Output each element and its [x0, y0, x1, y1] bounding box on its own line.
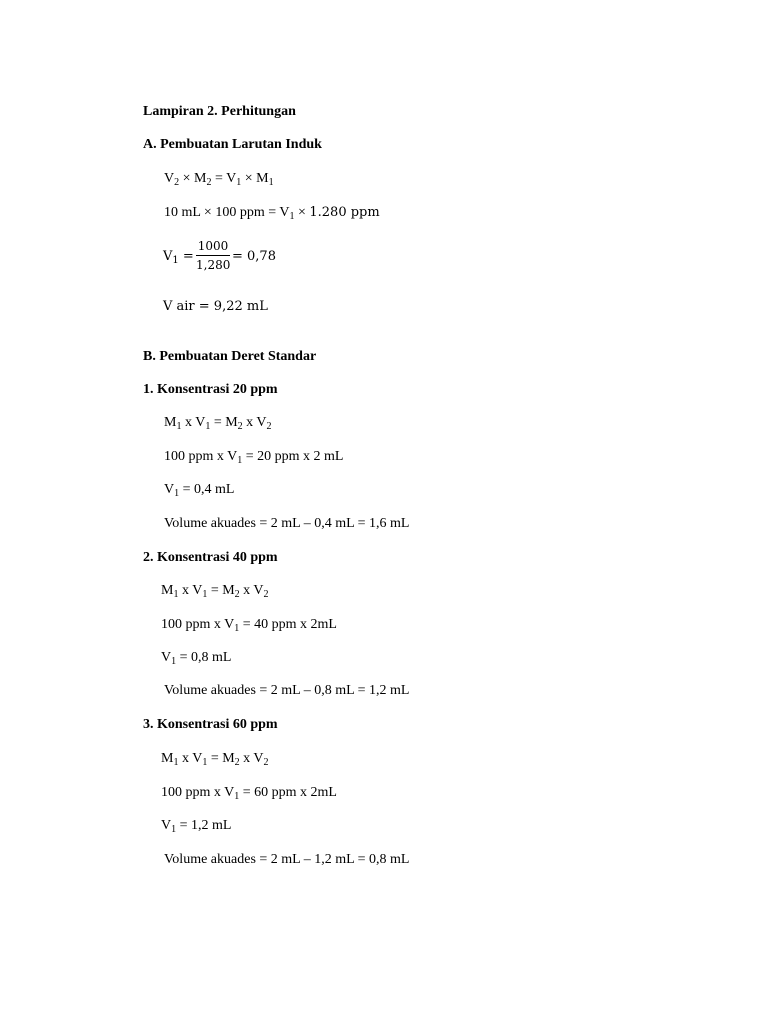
item-1-calc: 100 ppm x $V_1 = 20$ ppm x 2 mL: [164, 449, 344, 466]
section-b-title: B. Pembuatan Deret Standar: [143, 349, 317, 364]
equation-v1-rhs: = 0,78: [232, 249, 276, 264]
item-2-formula: $M_1$ x $V_1 = M_2$ x $V_2$: [161, 583, 269, 600]
item-1-result: $V_1 = 0,4$ mL: [164, 482, 235, 499]
equation-dilution-general: $V_2 \times M_2 = V_1 \times M_1$: [164, 171, 274, 188]
page-title: Lampiran 2. Perhitungan: [143, 104, 296, 119]
fraction-denominator: 1,280: [196, 258, 231, 272]
item-3-result: $V_1 = 1,2$ mL: [161, 818, 232, 835]
equation-v1-fraction: [196, 238, 230, 273]
fraction-numerator: 1000: [197, 239, 229, 253]
fraction-bar: [196, 255, 230, 256]
item-1-volume: Volume akuades = 2 mL – 0,4 mL = 1,6 mL: [164, 516, 410, 531]
item-3-formula: $M_1$ x $V_1 = M_2$ x $V_2$: [161, 751, 269, 768]
item-2-title: 2. Konsentrasi 40 ppm: [143, 550, 278, 565]
equation-v1-lhs: $V_1$ =: [163, 249, 194, 266]
item-3-title: 3. Konsentrasi 60 ppm: [143, 717, 278, 732]
item-3-volume: Volume akuades = 2 mL – 1,2 mL = 0,8 mL: [164, 852, 410, 867]
item-1-formula: $M_1$ x $V_1 = M_2$ x $V_2$: [164, 415, 272, 432]
section-a-title: A. Pembuatan Larutan Induk: [143, 137, 322, 152]
equation-v-air: V air = 9,22 mL: [163, 299, 268, 314]
equation-dilution-values: 10 mL × 100 ppm = $V_1 \times 1.280$ ppm: [164, 205, 380, 222]
item-2-volume: Volume akuades = 2 mL – 0,8 mL = 1,2 mL: [164, 683, 410, 698]
item-2-calc: 100 ppm x $V_1 = 40$ ppm x 2mL: [161, 617, 337, 634]
item-1-title: 1. Konsentrasi 20 ppm: [143, 382, 278, 397]
item-3-calc: 100 ppm x $V_1 = 60$ ppm x 2mL: [161, 785, 337, 802]
item-2-result: $V_1 = 0,8$ mL: [161, 650, 232, 667]
